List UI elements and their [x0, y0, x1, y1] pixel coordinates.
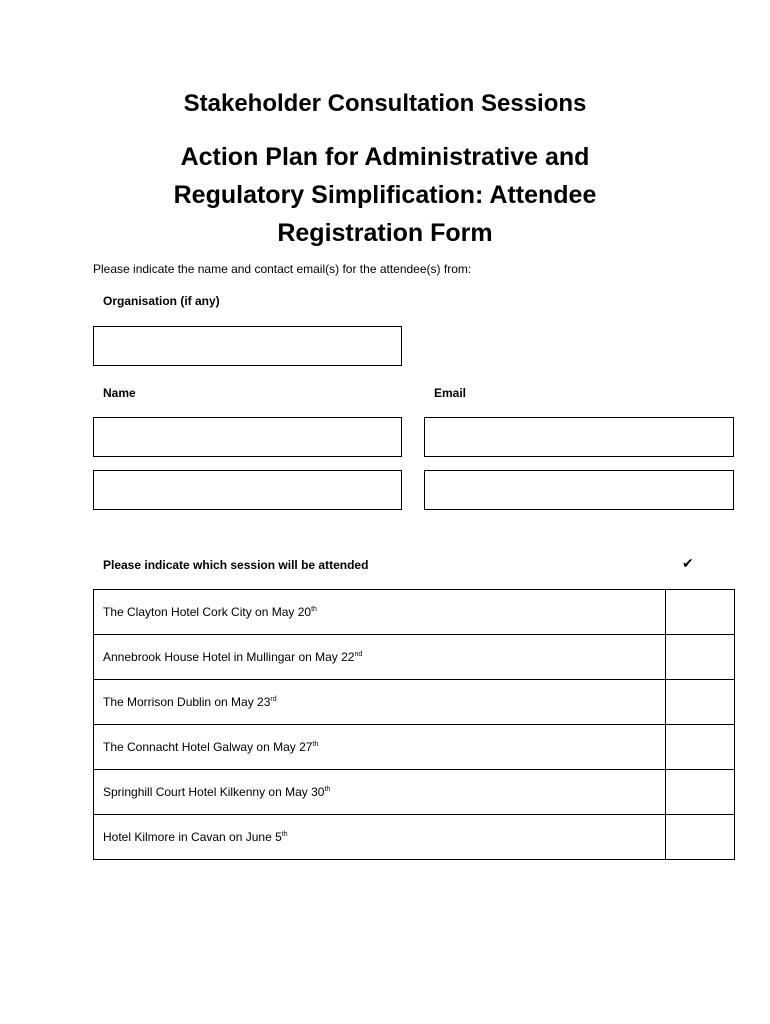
session-label: Hotel Kilmore in Cavan on June 5th: [94, 815, 666, 860]
table-row: [94, 770, 735, 815]
table-row: [94, 590, 735, 635]
table-row: [94, 815, 735, 860]
session-label: Annebrook House Hotel in Mullingar on May 22nd: [94, 635, 666, 680]
checkmark-icon: ✔: [682, 555, 694, 571]
table-row: [94, 635, 735, 680]
session-label: The Clayton Hotel Cork City on May 20th: [94, 590, 666, 635]
organisation-field[interactable]: [93, 326, 402, 366]
subtitle-line: Registration Form: [277, 219, 493, 247]
organisation-label: Organisation (if any): [103, 294, 220, 308]
table-row: [94, 725, 735, 770]
email-field-2[interactable]: [424, 470, 734, 510]
session-prompt: Please indicate which session will be attended: [103, 558, 369, 572]
subtitle-line: Action Plan for Administrative and: [180, 143, 590, 171]
form-subtitle: [0, 138, 770, 252]
session-checkbox[interactable]: [666, 680, 735, 725]
sessions-table: [93, 589, 735, 860]
subtitle-line: Regulatory Simplification: Attendee: [173, 181, 597, 209]
session-checkbox[interactable]: [666, 725, 735, 770]
intro-text: Please indicate the name and contact email(s) for the attendee(s) from:: [93, 262, 472, 276]
name-field-1[interactable]: [93, 417, 402, 457]
email-label: Email: [434, 386, 467, 400]
session-label: The Connacht Hotel Galway on May 27th: [94, 725, 666, 770]
form-title: Stakeholder Consultation Sessions: [183, 90, 587, 117]
session-checkbox[interactable]: [666, 635, 735, 680]
name-label: Name: [103, 386, 136, 400]
email-field-1[interactable]: [424, 417, 734, 457]
session-checkbox[interactable]: [666, 815, 735, 860]
session-label: The Morrison Dublin on May 23rd: [94, 680, 666, 725]
table-row: [94, 680, 735, 725]
session-checkbox[interactable]: [666, 590, 735, 635]
session-checkbox[interactable]: [666, 770, 735, 815]
session-label: Springhill Court Hotel Kilkenny on May 30th: [94, 770, 666, 815]
name-field-2[interactable]: [93, 470, 402, 510]
